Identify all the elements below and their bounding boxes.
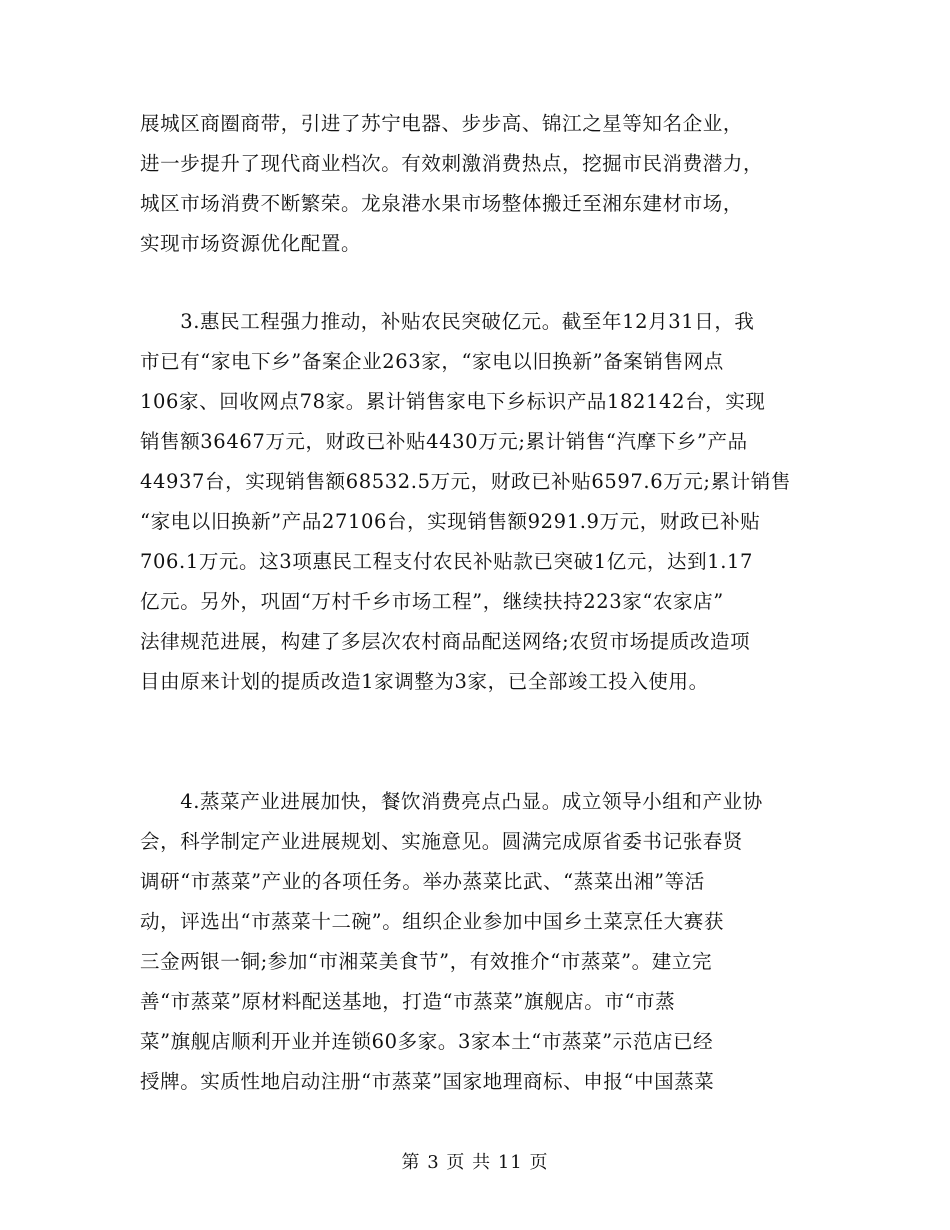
text-line: 4.蒸菜产业进展加快，餐饮消费亮点凸显。成立领导小组和产业协: [140, 790, 763, 813]
text-line: 亿元。另外，巩固“万村千乡市场工程”，继续扶持223家“农家店”: [140, 590, 724, 613]
text-line: 3.惠民工程强力推动，补贴农民突破亿元。截至年12月31日，我: [140, 310, 755, 333]
text-line: 菜”旗舰店顺利开业并连锁60多家。3家本土“市蒸菜”示范店已经: [140, 1030, 714, 1053]
page-number-footer: 第 3 页 共 11 页: [401, 1152, 549, 1173]
text-line: 进一步提升了现代商业档次。有效刺激消费热点，挖掘市民消费潜力，: [140, 152, 764, 175]
text-line: 调研“市蒸菜”产业的各项任务。举办蒸菜比武、“蒸菜出湘”等活: [140, 870, 705, 893]
text-line: 44937台，实现销售额68532.5万元，财政已补贴6597.6万元;累计销售: [140, 470, 791, 493]
text-line: “家电以旧换新”产品27106台，实现销售额9291.9万元，财政已补贴: [140, 510, 761, 533]
text-line: 销售额36467万元，财政已补贴4430万元;累计销售“汽摩下乡”产品: [140, 430, 748, 453]
paragraph-benefit-projects: [140, 302, 820, 702]
text-line: 706.1万元。这3项惠民工程支付农民补贴款已突破1亿元，达到1.17: [140, 550, 754, 573]
text-line: 城区市场消费不断繁荣。龙泉港水果市场整体搬迁至湘东建材市场，: [140, 192, 744, 215]
text-line: 市已有“家电下乡”备案企业263家，“家电以旧换新”备案销售网点: [140, 350, 724, 373]
text-line: 动，评选出“市蒸菜十二碗”。组织企业参加中国乡土菜烹任大赛获: [140, 910, 724, 933]
text-line: 善“市蒸菜”原材料配送基地，打造“市蒸菜”旗舰店。市“市蒸: [140, 990, 676, 1013]
paragraph-steamed-dishes-industry: [140, 782, 820, 1102]
text-line: 实现市场资源优化配置。: [140, 232, 362, 255]
text-line: 三金两银一铜;参加“市湘菜美食节”，有效推介“市蒸菜”。建立完: [140, 950, 713, 973]
paragraph-commerce-districts: [140, 104, 820, 264]
text-line: 授牌。实质性地启动注册“市蒸菜”国家地理商标、申报“中国蒸菜: [140, 1070, 715, 1093]
text-line: 106家、回收网点78家。累计销售家电下乡标识产品182142台，实现: [140, 390, 766, 413]
text-line: 会，科学制定产业进展规划、实施意见。圆满完成原省委书记张春贤: [140, 830, 744, 853]
text-line: 目由原来计划的提质改造1家调整为3家，已全部竣工投入使用。: [140, 670, 709, 693]
text-line: 展城区商圈商带，引进了苏宁电器、步步高、锦江之星等知名企业，: [140, 112, 744, 135]
text-line: 法律规范进展，构建了多层次农村商品配送网络;农贸市场提质改造项: [140, 630, 751, 653]
